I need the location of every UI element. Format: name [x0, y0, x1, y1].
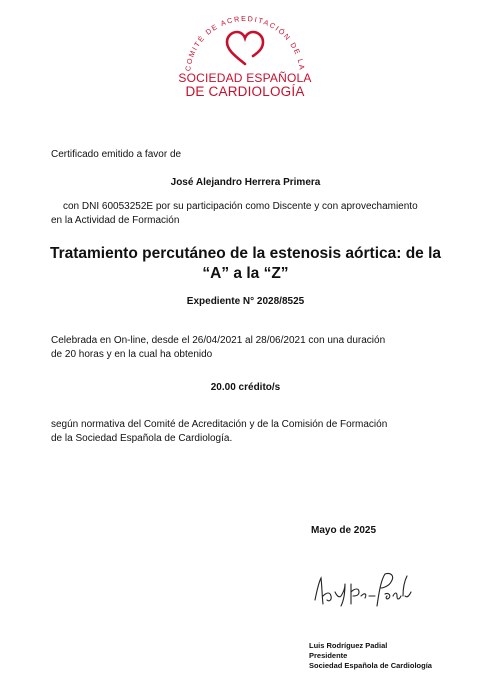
activity-title-line-1: Tratamiento percutáneo de la estenosis aórtica: de la	[49, 245, 442, 262]
file-number: Expediente N° 2028/8525	[186, 296, 305, 307]
regulation-line-2: de la Sociedad Española de Cardiología.	[51, 433, 233, 444]
signatory-name: Luis Rodríguez Padial	[309, 641, 388, 650]
recipient-name: José Alejandro Herrera Primera	[170, 177, 321, 188]
held-line-2: de 20 horas y en la cual ha obtenido	[51, 349, 213, 360]
regulation-line-1: según normativa del Comité de Acreditación y de la Comisión de Formación	[51, 419, 388, 430]
dni-statement	[51, 200, 451, 228]
held-line-1: Celebrada en On-line, desde el 26/04/2021 al 28/06/2021 con una duración	[51, 335, 386, 346]
held-statement	[51, 334, 451, 362]
society-logo	[155, 10, 335, 110]
signatory-organization: Sociedad Española de Cardiología	[309, 661, 432, 670]
activity-title-line-2: “A” a la “Z”	[202, 265, 289, 282]
signatory-role: Presidente	[309, 651, 348, 660]
issue-date: Mayo de 2025	[311, 525, 377, 536]
dni-line-2: en la Actividad de Formación	[51, 215, 180, 226]
heart-icon	[227, 32, 263, 64]
logo-arc-text: COMITÉ DE ACREDITACIÓN DE LA	[183, 13, 307, 72]
logo-name-line1: SOCIEDAD ESPAÑOLA	[178, 71, 312, 85]
issued-to-label: Certificado emitido a favor de	[51, 149, 182, 160]
activity-title	[30, 244, 461, 284]
handwritten-signature	[305, 566, 415, 616]
credits: 20.00 crédito/s	[210, 382, 281, 393]
signatory-block	[309, 641, 479, 671]
dni-line-1: con DNI 60053252E por su participación como Discente y con aprovechamiento	[63, 201, 418, 212]
logo-name-line2: DE CARDIOLOGÍA	[185, 84, 305, 99]
regulation-statement	[51, 418, 451, 446]
